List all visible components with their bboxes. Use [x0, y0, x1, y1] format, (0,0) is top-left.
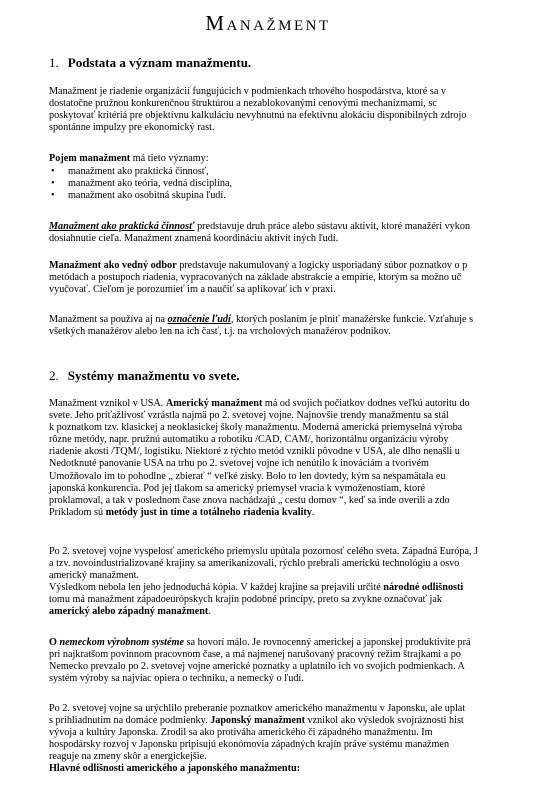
document-title	[0, 10, 536, 39]
section-2-paragraph-3: O nemeckom výrobnom systéme sa hovorí málo. Je rovnocenný americkej a japonskej produktivite prá pri najkratšom povinnom pracovnom čase, a má najmenej narušovaný pracovný režim štrajkami a po Nemecko prevzalo po 2. svetovej vojne americké poznatky a uplatnilo ich vo svojich podmienkach. A systém výroby sa najviac opiera o techniku, a nemecký o ľudí.	[49, 637, 471, 685]
list-item: • manažment ako praktická činnosť,	[49, 166, 536, 178]
section-2-paragraph-4: Po 2. svetovej vojne sa urýchlilo preberanie poznatkov amerického manažmentu v Japonsku, ale uplat s prihliadnutím na domáce podmienky. Japonský manažment vznikol ako výsledok svojráznosti hist vývoja a kultúry Japonska. Zrodil sa ako protiváha amerického či západného manažmentu. Im hospodársky rozvoj v Japonsku pripisujú ekonómovia západných krajín práve systému manažmen reaguje na zmeny skôr a energickejšie. Hlavné odlišnosti amerického a japonského manažmentu:	[49, 703, 466, 775]
section-1-paragraph-4: Manažment ako vedný odbor predstavuje nakumulovaný a logicky usporiadaný súbor poznatkov o p metódach a postupoch riadenia, vypracovaných na základe abstrakcie a empírie, ktorým sa možno uč vyučovať. Cieľom je porozumieť im a naučiť sa aplikovať ich v praxi.	[49, 260, 468, 296]
section-1-paragraph-5: Manažment sa používa aj na označenie ľudí, ktorých poslaním je plniť manažérske funkcie. Vzťahuje s všetkých manažérov alebo len na ich časť, t.j. na vrcholových manažérov podnikov.	[49, 314, 474, 338]
title-rest: ANAŽMENT	[226, 18, 331, 34]
meanings-list	[49, 166, 536, 202]
section-1-paragraph-1: Manažment je riadenie organizácií fungujúcich v podmienkach trhového hospodárstva, ktoré sa v dostatočne pružnou konkurenčnou štruktúrou a nezablokovanými cenovými mechanizmami, sc poskytovať kritériá pre objektívnu kalkuláciu nevyhnutnú na efektívnu alokáciu disponibilných zdrojo spontánne impulzy pre ekonomický rast.	[49, 86, 467, 134]
section-2-paragraph-2: Po 2. svetovej vojne vyspelosť amerického priemyslu upútala pozornosť celého sveta. Západná Európa, J a tzv. novoindustrializované krajiny sa amerikanizovali, rýchlo prebrali americkú technológiu a osvo americký manažment. Výsledkom nebola len jeho jednoduchá kópia. V každej krajine sa prejavili určité národné odlišnosti tomu má manažment západoeurópskych krajín podobné princípy, preto sa zvykne označovať jak americký alebo západný manažment.	[49, 546, 479, 618]
list-item: • manažment ako teória, vedná disciplína,	[49, 178, 536, 190]
section-1-paragraph-2: Pojem manažment má tieto významy:	[49, 153, 209, 164]
section-2-heading: 2. Systémy manažmentu vo svete.	[49, 368, 240, 383]
list-item: • manažment ako osobitná skupina ľudí.	[49, 190, 536, 202]
section-1-paragraph-3: Manažment ako praktická činnosť predstavuje druh práce alebo sústavu aktivít, ktoré manažéri vykon dosiahnutie cieľa. Manažment znamená koordináciu aktivít iných ľudí.	[49, 221, 471, 245]
section-1-heading: 1. Podstata a význam manažmentu.	[49, 55, 252, 70]
section-2-paragraph-1: Manažment vznikol v USA. Americký manažment má od svojich počiatkov dodnes veľkú autoritu do svete. Jeho príťažlivosť vzrástla najmä po 2. svetovej vojne. Najnovšie trendy manažmentu sa stál k poznatkom tzv. klasickej a neoklasickej školy manažmentu. Moderná americká priemyselná výroba rôzne metódy, napr. pružnú automatiku a robotiku /CAD, CAM/, horizontálnu organizáciu výroby riadenie akosti /TQM/, logistiku. Niektoré z týchto metód vznikli pôvodne v USA, ale dlho nenašli u Nedotknuté panovanie USA na trhu po 2. svetovej vojne ich nenútilo k inováciám a tvorivém Umožňovalo im to pohodlne „ zbierať “ veľké zisky. Bolo to len dovtedy, kým sa nespamätala eu japonská konkurencia. Pod jej tlakom sa americký priemysel vracia k vymoženostiam, ktoré proklamoval, a tak v poslednom čase znova nachádzajú „ cestu domov “, keď sa inde overili a zdo Príkladom sú metódy just in time a totálneho riadenia kvality.	[49, 398, 470, 518]
title-initial: M	[205, 11, 227, 35]
